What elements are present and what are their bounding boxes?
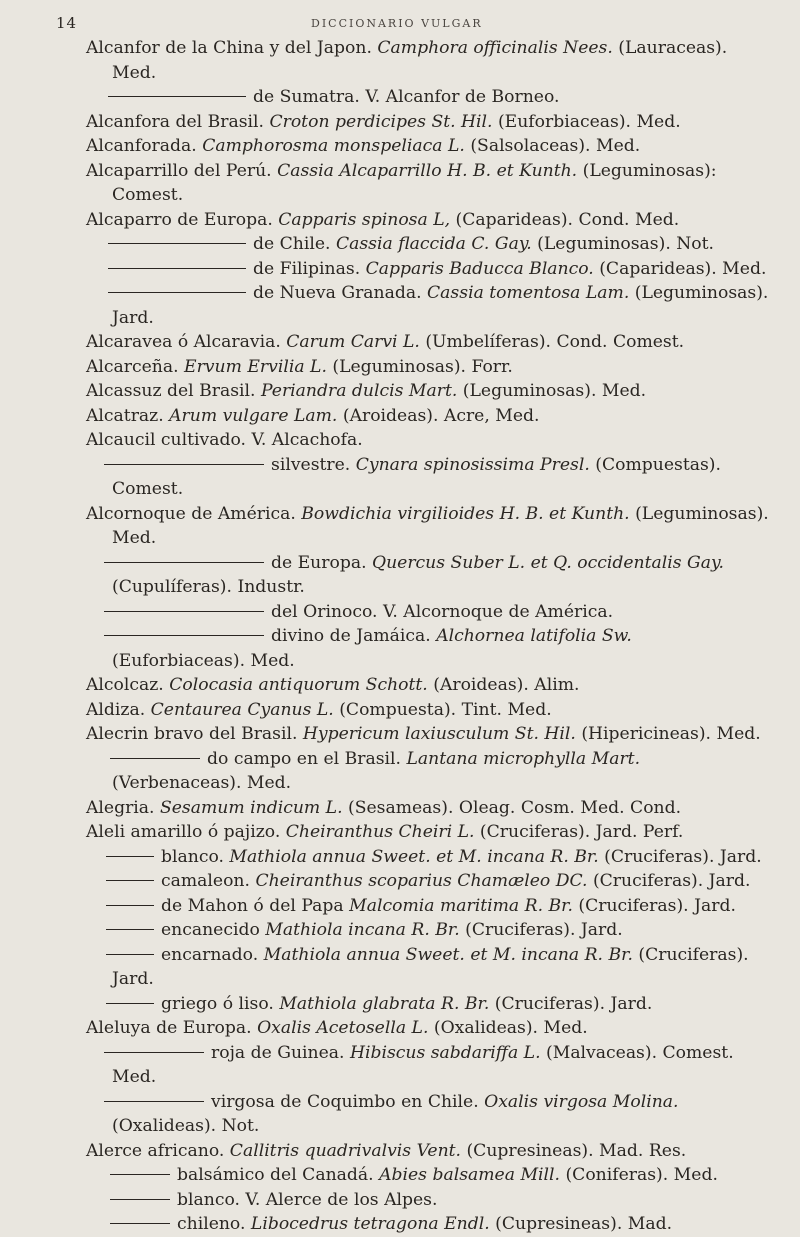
entry: Alcanforada. Camphorosma monspeliaca L. (Salsolaceas). Med. [86,136,641,156]
entry: balsámico del Canadá. Abies balsamea Mill. (Coniferas). Med. [86,1163,770,1188]
ditto-dash [106,954,154,955]
entry: virgosa de Coquimbo en Chile. Oxalis virgosa Molina. (Oxalideas). Not. [86,1090,770,1139]
ditto-dash [110,1223,170,1224]
ditto-dash [106,905,154,906]
ditto-dash [110,758,200,759]
entry: del Orinoco. V. Alcornoque de América. [86,600,770,625]
entry: do campo en el Brasil. Lantana microphylla Mart. (Verbenaceas). Med. [112,748,641,793]
entry: divino de Jamáica. Alchornea latifolia Sw. (Euforbiaceas). Med. [86,624,770,673]
entry: silvestre. Cynara spinosissima Presl. (Compuestas). Comest. [86,453,770,502]
entry: camaleon. Cheiranthus scoparius Chamæleo DC. (Cruciferas). Jard. [86,869,770,894]
ditto-dash [104,1101,204,1102]
entry: griego ó liso. Mathiola glabrata R. Br. (Cruciferas). Jard. [86,992,770,1017]
ditto-dash [106,880,154,881]
entry: de Chile. Cassia flaccida C. Gay. (Leguminosas). Not. [86,232,770,257]
ditto-dash [104,562,264,563]
entry: Alcaparro de Europa. Capparis spinosa L, (Caparideas). Cond. Med. [86,209,680,230]
running-head: DICCIONARIO VULGAR [311,17,483,30]
entry: de Mahon ó del Papa Malcomia maritima R. Br. (Cruciferas). Jard. [86,894,770,919]
entry: Aleli amarillo ó pajizo. Cheiranthus Cheiri L. (Cruciferas). Jard. Perf. [86,822,684,842]
entry: Alcassuz del Brasil. Periandra dulcis Mart. (Leguminosas). Med. [86,381,647,401]
entry: Aldiza. Centaurea Cyanus L. (Compuesta). Tint. Med. [86,699,552,720]
ditto-dash [108,96,246,97]
entry: Aleluya de Europa. Oxalis Acetosella L. (Oxalideas). Med. [86,1018,588,1038]
ditto-dash [108,292,246,293]
entry: blanco. V. Alerce de los Alpes. [86,1188,770,1213]
entry: blanco. Mathiola annua Sweet. et M. incana R. Br. (Cruciferas). Jard. [86,845,770,870]
entry: Alcornoque de América. Bowdichia virgilioides H. B. et Kunth. (Leguminosas). Med. [86,503,769,548]
entry: Alcatraz. Arum vulgare Lam. (Aroideas). Acre, Med. [86,405,540,426]
entry: de Sumatra. V. Alcanfor de Borneo. [86,85,770,110]
ditto-dash [110,1199,170,1200]
entry-list [86,36,770,1237]
entry: Alegria. Sesamum indicum L. (Sesameas). Oleag. Cosm. Med. Cond. [86,797,682,818]
page-number: 14 [56,14,78,32]
entry: encanecido Mathiola incana R. Br. (Cruciferas). Jard. [86,918,770,943]
entry: de Europa. Quercus Suber L. et Q. occidentalis Gay. (Cupulíferas). Industr. [86,551,770,600]
ditto-dash [106,856,154,857]
ditto-dash [108,243,246,244]
entry: Alcarceña. Ervum Ervilia L. (Leguminosas). Forr. [86,356,513,377]
entry: Alcolcaz. Colocasia antiquorum Schott. (Aroideas). Alim. [86,675,580,695]
entry: Alcaravea ó Alcaravia. Carum Carvi L. (Umbelíferas). Cond. Comest. [86,332,685,352]
ditto-dash [106,1003,154,1004]
entry: encarnado. Mathiola annua Sweet. et M. incana R. Br. (Cruciferas). Jard. [86,943,770,992]
entry: Alcaucil cultivado. V. Alcachofa. [86,430,363,450]
entry: Alcaparrillo del Perú. Cassia Alcaparrillo H. B. et Kunth. (Leguminosas): Comest. [86,160,717,205]
ditto-dash [104,1052,204,1053]
ditto-dash [110,1174,170,1175]
ditto-dash [104,635,264,636]
entry: de Filipinas. Capparis Baducca Blanco. (Caparideas). Med. [86,257,770,282]
entry: Alcanfora del Brasil. Croton perdicipes St. Hil. (Euforbiaceas). Med. [86,111,681,132]
ditto-dash [108,268,246,269]
page-header [56,14,770,36]
ditto-dash [104,464,264,465]
entry: de Nueva Granada. Cassia tomentosa Lam. (Leguminosas). Jard. [86,281,770,330]
entry: chileno. Libocedrus tetragona Endl. (Cupresineas). Mad. [86,1212,770,1237]
entry: Alcanfor de la China y del Japon. Camphora officinalis Nees. (Lauraceas). Med. [86,38,728,83]
ditto-dash [104,611,264,612]
entry: Alecrin bravo del Brasil. Hypericum laxiusculum St. Hil. (Hipericineas). Med. [86,724,761,744]
entry: roja de Guinea. Hibiscus sabdariffa L. (Malvaceas). Comest. Med. [86,1041,770,1090]
ditto-dash [106,929,154,930]
entry: Alerce africano. Callitris quadrivalvis Vent. (Cupresineas). Mad. Res. [86,1140,687,1161]
